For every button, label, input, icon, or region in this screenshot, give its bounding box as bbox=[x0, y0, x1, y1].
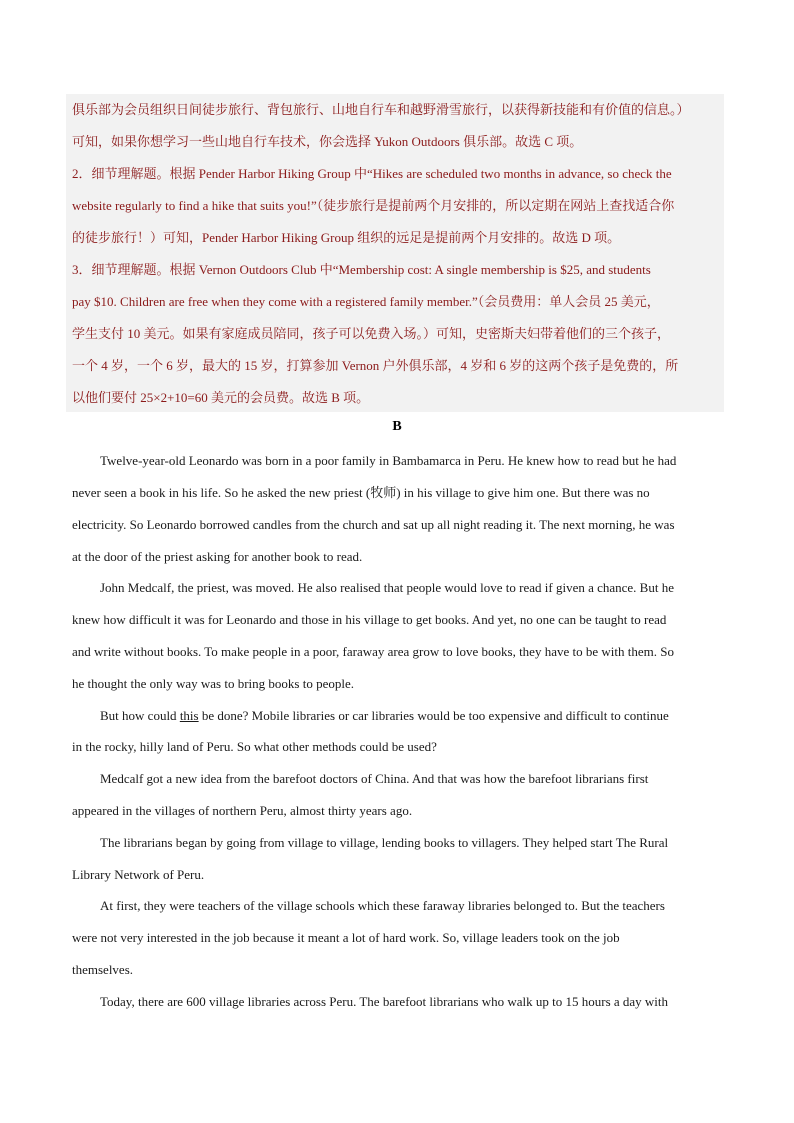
answer-line: 3．细节理解题。根据 Vernon Outdoors Club 中“Membership cost: A single membership is $25, and students bbox=[72, 262, 651, 277]
answer-line: website regularly to find a hike that suits you!”（徒步旅行是提前两个月安排的，所以定期在网站上查找适合你 bbox=[72, 198, 675, 213]
underlined-word: this bbox=[179, 708, 199, 723]
answer-line: 学生支付 10 美元。如果有家庭成员陪同，孩子可以免费入场。）可知，史密斯夫妇带着他们的三个孩子， bbox=[72, 326, 671, 341]
answer-line: 俱乐部为会员组织日间徒步旅行、背包旅行、山地自行车和越野滑雪旅行，以获得新技能和有价值的信息。） bbox=[72, 102, 690, 117]
passage-line: knew how difficult it was for Leonardo and those in his village to get books. And yet, no one can be taught to read bbox=[72, 612, 667, 627]
passage-line bbox=[100, 706, 669, 726]
answer-line: 可知，如果你想学习一些山地自行车技术，你会选择 Yukon Outdoors 俱乐部。故选 C 项。 bbox=[72, 134, 583, 149]
answer-line: 以他们要付 25×2+10=60 美元的会员费。故选 B 项。 bbox=[72, 390, 370, 405]
passage-line: Today, there are 600 village libraries across Peru. The barefoot librarians who walk up to 15 hours a day with bbox=[100, 994, 669, 1009]
passage-text: be done? Mobile libraries or car libraries would be too expensive and difficult to continue bbox=[198, 708, 669, 723]
passage-line: at the door of the priest asking for another book to read. bbox=[72, 549, 363, 564]
passage-line: he thought the only way was to bring books to people. bbox=[72, 676, 354, 691]
passage-line: Library Network of Peru. bbox=[72, 867, 205, 882]
answer-line: 的徒步旅行！）可知，Pender Harbor Hiking Group 组织的远足是提前两个月安排的。故选 D 项。 bbox=[72, 230, 621, 245]
passage-line: themselves. bbox=[72, 962, 134, 977]
answer-line: 一个 4 岁，一个 6 岁，最大的 15 岁，打算参加 Vernon 户外俱乐部，4 岁和 6 岁的这两个孩子是免费的，所 bbox=[72, 358, 679, 373]
passage-line: electricity. So Leonardo borrowed candles from the church and sat up all night reading it. The next morning, he was bbox=[72, 517, 675, 532]
passage-line: in the rocky, hilly land of Peru. So what other methods could be used? bbox=[72, 739, 437, 754]
passage-line: John Medcalf, the priest, was moved. He also realised that people would love to read if given a chance. But he bbox=[100, 580, 674, 595]
passage-line: Medcalf got a new idea from the barefoot doctors of China. And that was how the barefoot librarians first bbox=[100, 771, 649, 786]
passage-line: and write without books. To make people in a poor, faraway area grow to love books, they have to be with them. So bbox=[72, 644, 674, 659]
answer-line: 2．细节理解题。根据 Pender Harbor Hiking Group 中“Hikes are scheduled two months in advance, so check the bbox=[72, 166, 672, 181]
passage-line: appeared in the villages of northern Peru, almost thirty years ago. bbox=[72, 803, 413, 818]
passage-line: Twelve-year-old Leonardo was born in a poor family in Bambamarca in Peru. He knew how to read but he had bbox=[100, 453, 677, 468]
passage-text: But how could bbox=[100, 708, 180, 723]
passage-line: The librarians began by going from village to village, lending books to villagers. They helped start The Rural bbox=[100, 835, 669, 850]
answer-line: pay $10. Children are free when they come with a registered family member.”（会员费用：单人会员 25 美元， bbox=[72, 294, 660, 309]
passage-line: were not very interested in the job because it meant a lot of hard work. So, village leaders took on the job bbox=[72, 930, 620, 945]
section-heading: B bbox=[392, 419, 402, 434]
passage-line: At first, they were teachers of the village schools which these faraway libraries belonged to. But the teachers bbox=[100, 898, 665, 913]
passage-line: never seen a book in his life. So he asked the new priest (牧师) in his village to give him one. But there was no bbox=[72, 485, 650, 500]
